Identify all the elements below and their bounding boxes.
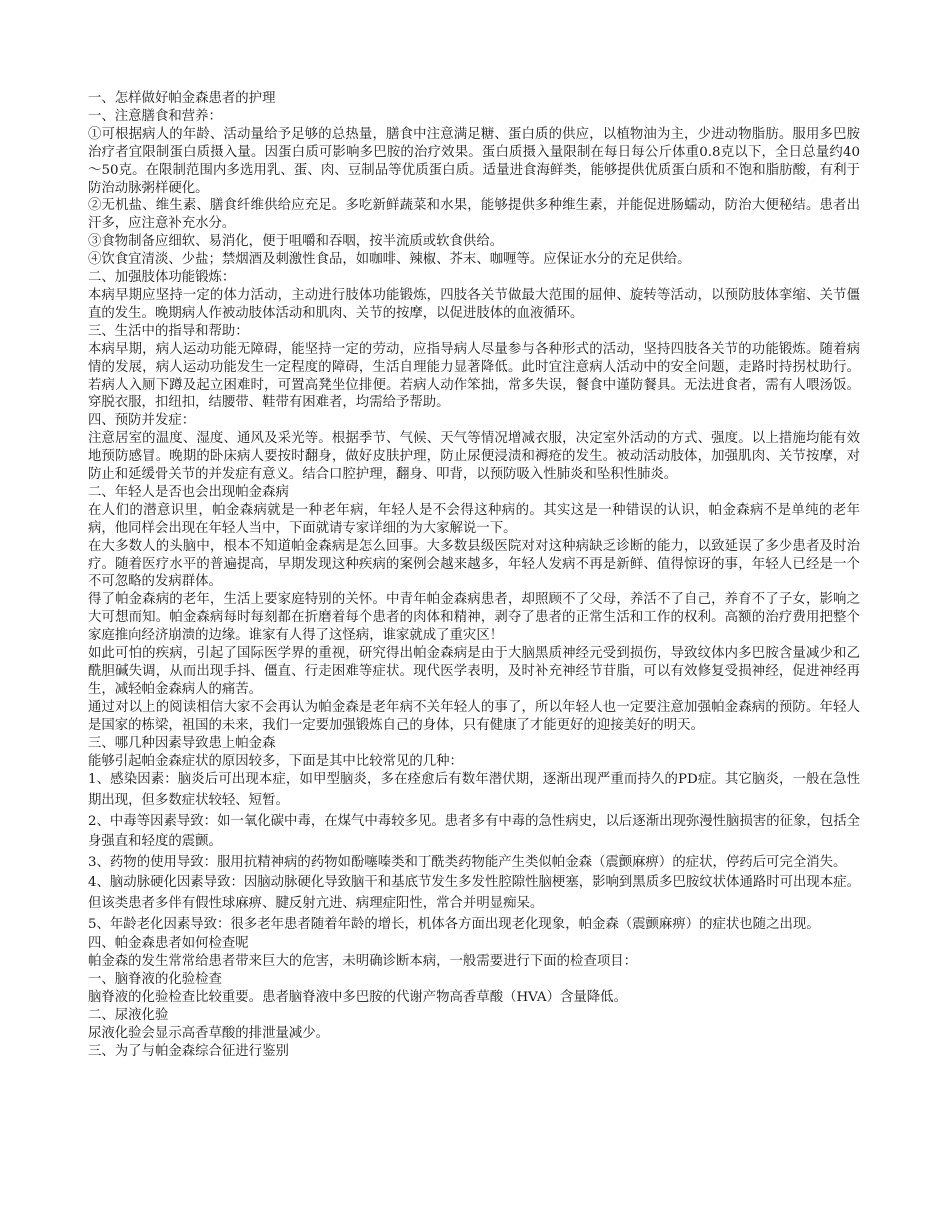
section-heading: 三、哪几种因素导致患上帕金森 <box>88 735 276 751</box>
paragraph: ③食物制备应细软、易消化，便于咀嚼和吞咽，按半流质或软食供给。 <box>88 234 504 250</box>
paragraph: 能够引起帕金森症状的原因较多，下面是其中比较常见的几种： <box>88 753 463 769</box>
paragraph: 如此可怕的疾病，引起了国际医学界的重视，研究得出帕金森病是由于大脑黑质神经元受到损伤，导致纹体内多巴胺含量减少和乙酰胆碱失调，从而出现手抖、僵直、行走困难等症状。现代医学表明，及时补充神经节苷脂，可以有效修复受损神经，促进神经再生，减轻帕金森病人的痛苦。 <box>88 646 860 697</box>
section-heading: 一、怎样做好帕金森患者的护理 <box>88 91 276 106</box>
paragraph: 得了帕金森病的老年，生活上要家庭特别的关怀。中青年帕金森病患者，却照顾不了父母，养活不了自己，养育不了子女，影响之大可想而知。帕金森病每时每刻都在折磨着每个患者的肉体和精神，剥夺了患者的正常生活和工作的权利。高额的治疗费用把整个家庭推向经济崩溃的边缘。谁家有人得了这怪病，谁家就成了重灾区！ <box>88 592 860 644</box>
section-heading: 三、为了与帕金森综合征进行鉴别 <box>88 1043 289 1059</box>
paragraph: 脑脊液的化验检查比较重要。患者脑脊液中多巴胺的代谢产物高香草酸（HVA）含量降低。 <box>88 989 627 1005</box>
paragraph: 本病早期，病人运动功能无障碍，能坚持一定的劳动，应指导病人尽量参与各种形式的活动，坚持四肢各关节的功能锻炼。随着病情的发展，病人运动功能发生一定程度的障碍，生活自理能力显著降低。此时宜注意病人活动中的安全问题，走路时持拐杖助行。若病人入厕下蹲及起立困难时，可置高凳坐位排便。若病人动作笨拙，常多失误，餐食中谨防餐具。无法进食者，需有人喂汤饭。穿脱衣服，扣纽扣，结腰带、鞋带有困难者，均需给予帮助。 <box>88 341 860 411</box>
list-item: 5、年龄老化因素导致：很多老年患者随着年龄的增长，机体各方面出现老化现象，帕金森（震颤麻痹）的症状也随之出现。 <box>88 916 820 932</box>
section-heading: 一、脑脊液的化验检查 <box>88 972 222 987</box>
section-heading: 一、注意膳食和营养： <box>88 108 222 124</box>
paragraph: 在大多数人的头脑中，根本不知道帕金森病是怎么回事。大多数县级医院对对这种病缺乏诊断的能力，以致延误了多少患者及时治疗。随着医疗水平的普遍提高，早期发现这种疾病的案例会越来越多，年轻人发病不再是新鲜、值得惊讶的事，年轻人已经是一个不可忽略的发病群体。 <box>88 538 860 590</box>
paragraph: 注意居室的温度、湿度、通风及采光等。根据季节、气候、天气等情况增减衣服，决定室外活动的方式、强度。以上措施均能有效地预防感冒。晚期的卧床病人要按时翻身，做好皮肤护理，防止尿便浸渍和褥疮的发生。被动活动肢体，加强肌肉、关节按摩，对防止和延缓骨关节的并发症有意义。结合口腔护理，翻身、叩背，以预防吸入性肺炎和坠积性肺炎。 <box>88 431 860 483</box>
paragraph: 通过对以上的阅读相信大家不会再认为帕金森是老年病不关年轻人的事了，所以年轻人也一定要注意加强帕金森病的预防。年轻人是国家的栋梁，祖国的未来，我们一定要加强锻炼自己的身体，只有健康了才能更好的迎接美好的明天。 <box>88 699 860 733</box>
section-heading: 四、帕金森患者如何检查呢 <box>88 936 249 952</box>
paragraph: 在人们的潜意识里，帕金森病就是一种老年病，年轻人是不会得这种病的。其实这是一种错误的认识，帕金森病不是单纯的老年病，他同样会出现在年轻人当中，下面就请专家详细的为大家解说一下。 <box>88 502 860 536</box>
section-heading: 四、预防并发症： <box>88 413 196 429</box>
paragraph: ②无机盐、维生素、膳食纤维供给应充足。多吃新鲜蔬菜和水果，能够提供多种维生素，并能促进肠蠕动，防治大便秘结。患者出汗多，应注意补充水分。 <box>88 198 860 232</box>
document-body <box>88 90 860 1061</box>
paragraph: 帕金森的发生常常给患者带来巨大的危害，未明确诊断本病，一般需要进行下面的检查项目： <box>88 954 638 970</box>
list-item: 3、药物的使用导致：服用抗精神病的药物如酚噻嗪类和丁酰类药物能产生类似帕金森（震颤麻痹）的症状，停药后可完全消失。 <box>88 854 847 870</box>
paragraph: 尿液化验会显示高香草酸的排泄量减少。 <box>88 1025 330 1041</box>
section-heading: 二、尿液化验 <box>88 1007 169 1023</box>
list-item: 1、感染因素：脑炎后可出现本症，如甲型脑炎，多在痊愈后有数年潜伏期，逐渐出现严重而持久的PD症。其它脑炎，一般在急性期出现，但多数症状较轻、短暂。 <box>88 772 860 809</box>
paragraph: 本病早期应坚持一定的体力活动，主动进行肢体功能锻炼，四肢各关节做最大范围的屈伸、旋转等活动，以预防肢体挛缩、关节僵直的发生。晚期病人作被动肢体活动和肌肉、关节的按摩，以促进肢体的血液循环。 <box>88 287 860 321</box>
section-heading: 二、加强肢体功能锻炼： <box>88 270 236 286</box>
section-heading: 三、生活中的指导和帮助： <box>88 323 249 339</box>
list-item: 2、中毒等因素导致：如一氧化碳中毒，在煤气中毒较多见。患者多有中毒的急性病史，以后逐渐出现弥漫性脑损害的征象，包括全身强直和轻度的震颤。 <box>88 813 860 850</box>
list-item: 4、脑动脉硬化因素导致：因脑动脉硬化导致脑干和基底节发生多发性腔隙性脑梗塞，影响到黑质多巴胺纹状体通路时可出现本症。但该类患者多伴有假性球麻痹、腱反射亢进、病理症阳性，常合并明显痴呆。 <box>88 875 860 911</box>
section-heading: 二、年轻人是否也会出现帕金森病 <box>88 484 289 500</box>
paragraph: ①可根据病人的年龄、活动量给予足够的总热量，膳食中注意满足糖、蛋白质的供应，以植物油为主，少进动物脂肪。服用多巴胺治疗者宜限制蛋白质摄入量。因蛋白质可影响多巴胺的治疗效果。蛋白质摄入量限制在每日每公斤体重0.8克以下，全日总量约40～50克。在限制范围内多选用乳、蛋、肉、豆制品等优质蛋白质。适量进食海鲜类，能够提供优质蛋白质和不饱和脂肪酸，有利于防治动脉粥样硬化。 <box>88 126 860 196</box>
paragraph: ④饮食宜清淡、少盐；禁烟酒及刺激性食品，如咖啡、辣椒、芥末、咖喱等。应保证水分的充足供给。 <box>88 252 691 268</box>
